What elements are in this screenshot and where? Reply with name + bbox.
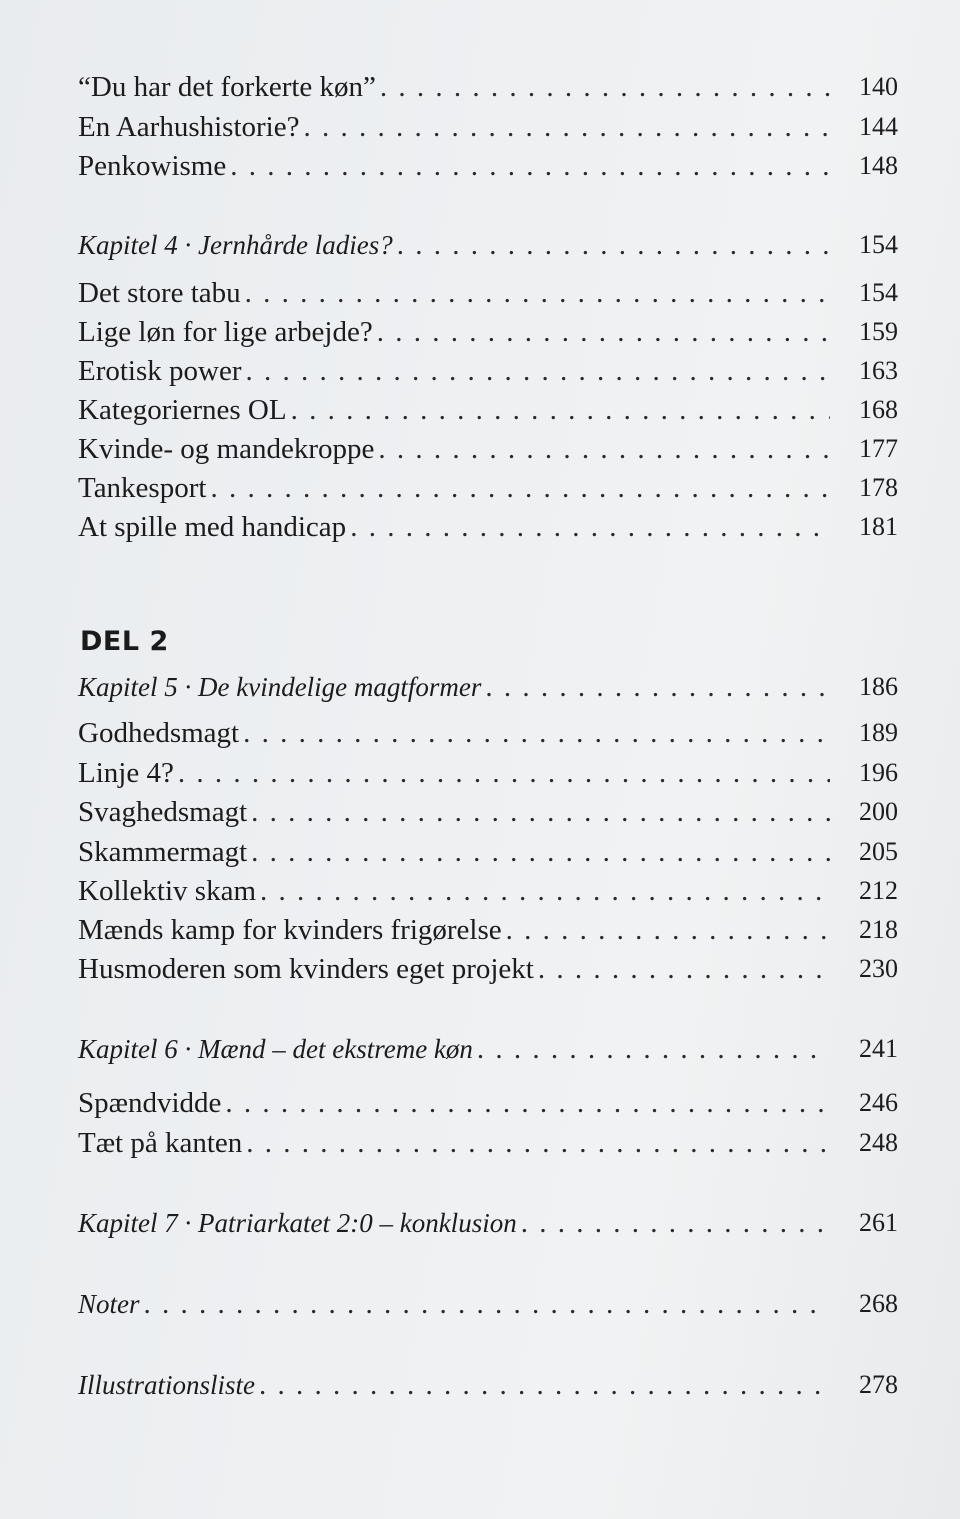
toc-leader-dots — [291, 393, 830, 427]
toc-entry-page: 230 — [859, 954, 898, 983]
toc-leader-dots — [521, 1206, 830, 1240]
toc-chapter-entry — [78, 222, 898, 262]
toc-entry — [78, 426, 898, 466]
toc-entry-title: Husmoderen som kvinders eget projekt — [78, 953, 534, 985]
toc-entry-page: 140 — [859, 72, 898, 101]
toc-leader-dots — [251, 795, 830, 829]
toc-chapter-title: Kapitel 5 · De kvindelige magtformer — [78, 672, 482, 702]
toc-entry — [78, 1080, 898, 1120]
toc-leader-dots — [144, 1287, 830, 1321]
toc-chapter-title: Kapitel 7 · Patriarkatet 2:0 – konklusion — [78, 1208, 517, 1238]
toc-entry-title: En Aarhushistorie? — [78, 111, 300, 143]
toc-entry-title: Lige løn for lige arbejde? — [78, 316, 373, 348]
toc-entry-page: 205 — [859, 837, 898, 866]
toc-entry-title: Erotisk power — [78, 355, 242, 387]
toc-chapter-entry — [78, 1281, 898, 1321]
toc-entry-page: 189 — [859, 718, 898, 747]
toc-leader-dots — [485, 670, 830, 704]
toc-entry-page: 163 — [859, 356, 898, 385]
toc-entry-page: 177 — [859, 434, 898, 463]
toc-entry — [78, 710, 898, 750]
toc-entry — [78, 387, 898, 427]
toc-entry-title: Kategoriernes OL — [78, 394, 287, 426]
toc-entry-page: 168 — [859, 395, 898, 424]
toc-leader-dots — [230, 149, 830, 183]
toc-entry-title: Linje 4? — [78, 757, 174, 789]
toc-entry-page: 200 — [859, 797, 898, 826]
toc-leader-dots — [178, 756, 830, 790]
toc-entry — [78, 64, 898, 104]
toc-leader-dots — [538, 952, 830, 986]
toc-entry-page: 212 — [859, 876, 898, 905]
toc-leader-dots — [506, 913, 830, 947]
toc-entry — [78, 465, 898, 505]
toc-entry-title: Godhedsmagt — [78, 717, 240, 749]
toc-leader-dots — [245, 276, 830, 310]
toc-entry — [78, 504, 898, 544]
toc-chapter-title: Noter — [78, 1289, 140, 1319]
toc-chapter-title: Kapitel 4 · Jernhårde ladies? — [78, 230, 393, 260]
toc-chapter-entry — [78, 1362, 898, 1402]
toc-entry-page: 154 — [859, 278, 898, 307]
toc-entry-title: Det store tabu — [78, 277, 241, 309]
toc-entry-title: Kollektiv skam — [78, 875, 257, 907]
toc-entry — [78, 946, 898, 986]
toc-entry-title: Spændvidde — [78, 1087, 222, 1119]
toc-entry-page: 154 — [859, 230, 898, 259]
toc-entry — [78, 143, 898, 183]
toc-leader-dots — [210, 471, 830, 505]
toc-entry-page: 144 — [859, 112, 898, 141]
toc-entry-title: Penkowisme — [78, 150, 227, 182]
toc-chapter-entry — [78, 1200, 898, 1240]
toc-entry-page: 178 — [859, 473, 898, 502]
toc-entry-title: Skammermagt — [78, 836, 248, 868]
toc-entry — [78, 104, 898, 144]
toc-leader-dots — [477, 1032, 830, 1066]
toc-leader-dots — [377, 315, 830, 349]
toc-entry-page: 181 — [859, 512, 898, 541]
toc-chapter-title: Illustrationsliste — [78, 1370, 256, 1400]
toc-leader-dots — [251, 835, 830, 869]
section-heading: DEL 2 — [80, 626, 169, 657]
toc-entry-page: 148 — [859, 151, 898, 180]
toc-entry — [78, 750, 898, 790]
toc-leader-dots — [397, 228, 830, 262]
toc-entry-page: 246 — [859, 1088, 898, 1117]
toc-entry-title: Mænds kamp for kvinders frigørelse — [78, 914, 502, 946]
toc-entry — [78, 907, 898, 947]
toc-leader-dots — [260, 874, 830, 908]
toc-leader-dots — [243, 716, 830, 750]
toc-entry-title: Kvinde- og mandekroppe — [78, 433, 375, 465]
toc-entry-page: 241 — [859, 1034, 898, 1063]
toc-leader-dots — [303, 110, 830, 144]
toc-entry — [78, 348, 898, 388]
toc-leader-dots — [225, 1086, 830, 1120]
toc-entry-title: At spille med handicap — [78, 511, 347, 543]
toc-entry-page: 268 — [859, 1289, 898, 1318]
toc-leader-dots — [259, 1368, 830, 1402]
toc-leader-dots — [378, 432, 830, 466]
toc-leader-dots — [380, 70, 830, 104]
toc-entry-page: 261 — [859, 1208, 898, 1237]
toc-entry — [78, 868, 898, 908]
toc-entry-page: 186 — [859, 672, 898, 701]
toc-entry — [78, 829, 898, 869]
toc-entry-page: 278 — [859, 1370, 898, 1399]
toc-entry-title: Tæt på kanten — [78, 1127, 243, 1159]
toc-entry-page: 248 — [859, 1128, 898, 1157]
toc-chapter-title: Kapitel 6 · Mænd – det ekstreme køn — [78, 1034, 473, 1064]
toc-entry-title: Tankesport — [78, 472, 207, 504]
toc-entry-page: 196 — [859, 758, 898, 787]
toc-entry-title: Svaghedsmagt — [78, 796, 248, 828]
toc-entry-page: 218 — [859, 915, 898, 944]
toc-entry — [78, 1120, 898, 1160]
toc-chapter-entry — [78, 1026, 898, 1066]
toc-entry — [78, 270, 898, 310]
toc-entry — [78, 789, 898, 829]
toc-entry — [78, 309, 898, 349]
toc-leader-dots — [350, 510, 830, 544]
toc-entry-page: 159 — [859, 317, 898, 346]
toc-leader-dots — [246, 354, 831, 388]
toc-entry-title: “Du har det forkerte køn” — [78, 71, 376, 103]
toc-leader-dots — [246, 1126, 830, 1160]
toc-chapter-entry — [78, 664, 898, 704]
